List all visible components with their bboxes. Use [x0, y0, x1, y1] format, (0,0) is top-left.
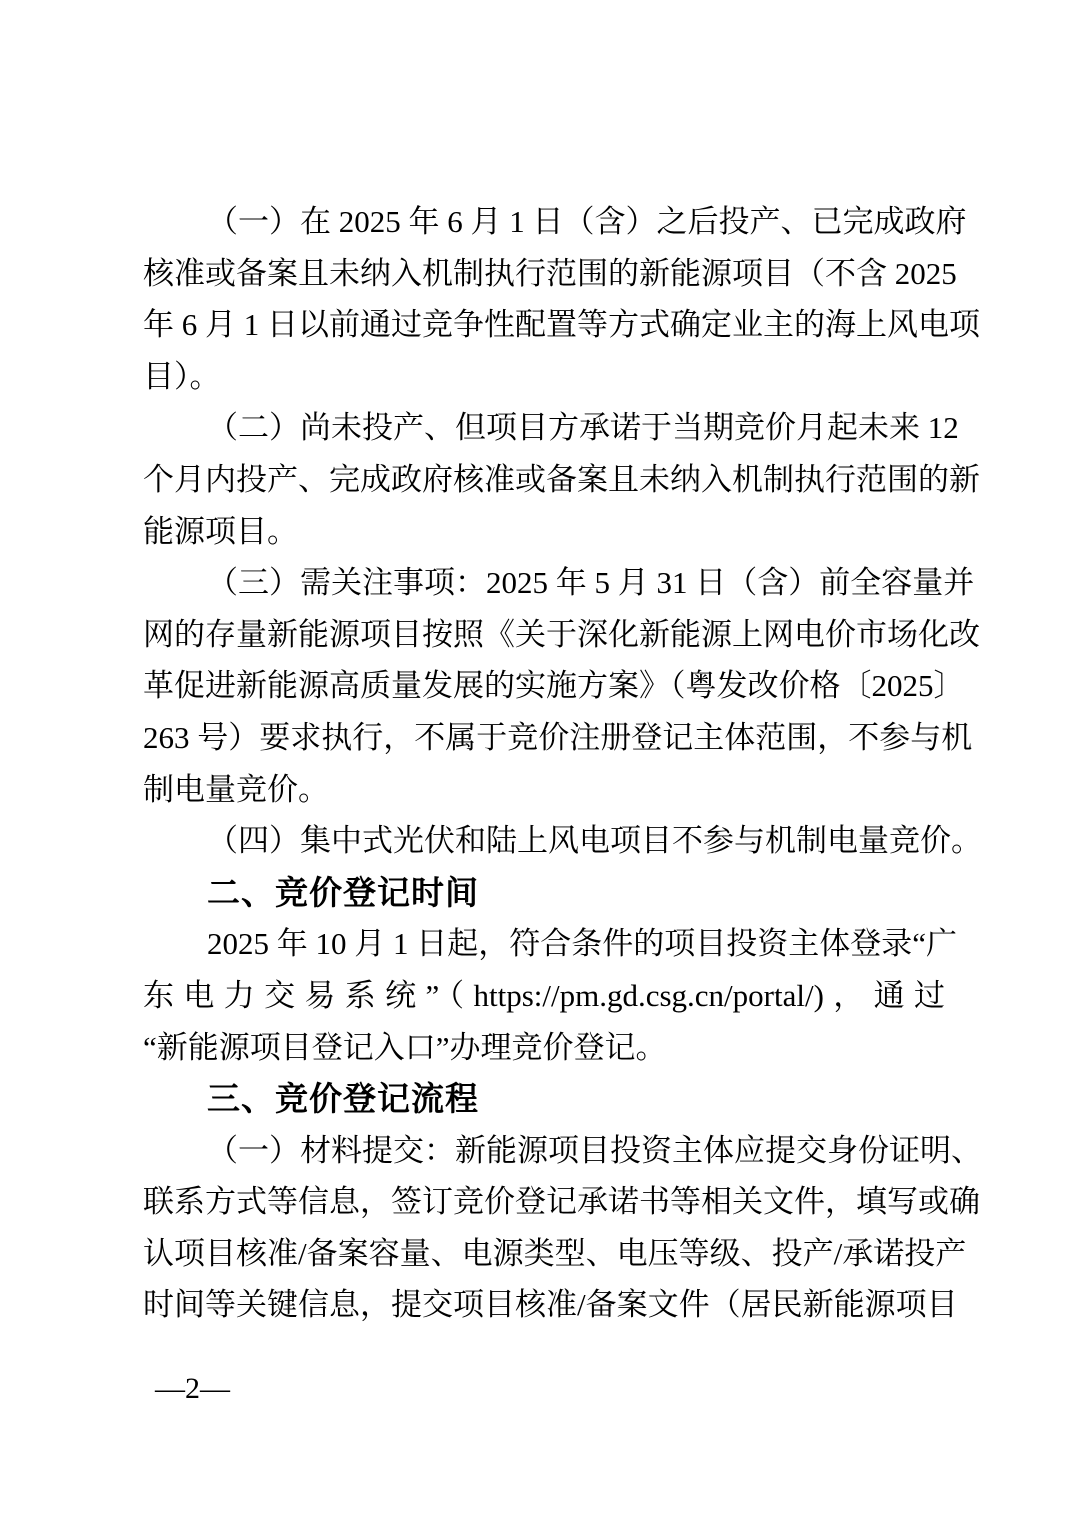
- text-line: （四）集中式光伏和陆上风电项目不参与机制电量竞价。: [207, 823, 982, 859]
- text-line: 能源项目。: [143, 513, 298, 549]
- section-heading: 二、竞价登记时间: [207, 873, 479, 911]
- text-line: （一）在 2025 年 6 月 1 日（含）之后投产、已完成政府: [207, 204, 967, 239]
- text-line: 联系方式等信息，签订竞价登记承诺书等相关文件，填写或确: [143, 1184, 980, 1220]
- text-line: （三）需关注事项：2025 年 5 月 31 日（含）前全容量并: [207, 565, 975, 601]
- text-line: 时间等关键信息，提交项目核准/备案文件（居民新能源项目: [143, 1287, 958, 1323]
- text-line: 东电力交易系统”（https://pm.gd.csg.cn/portal/)，通过: [143, 977, 945, 1013]
- text-line: “新能源项目登记入口”办理竞价登记。: [143, 1029, 667, 1065]
- document-body: [143, 196, 982, 1331]
- text-line: 年 6 月 1 日以前通过竞争性配置等方式确定业主的海上风电项: [143, 307, 980, 343]
- text-line: 网的存量新能源项目按照《关于深化新能源上网电价市场化改: [143, 616, 980, 652]
- text-line: 认项目核准/备案容量、电源类型、电压等级、投产/承诺投产: [143, 1235, 967, 1271]
- page-number: —2—: [155, 1372, 230, 1405]
- text-line: 目）。: [143, 358, 221, 394]
- text-line: 革促进新能源高质量发展的实施方案》（粤发改价格〔2025〕: [143, 668, 965, 704]
- text-line: 个月内投产、完成政府核准或备案且未纳入机制执行范围的新: [143, 461, 980, 497]
- section-heading: 三、竞价登记流程: [207, 1080, 479, 1118]
- text-line: （二）尚未投产、但项目方承诺于当期竞价月起未来 12: [207, 410, 959, 446]
- text-line: （一）材料提交：新能源项目投资主体应提交身份证明、: [207, 1132, 982, 1168]
- text-line: 制电量竞价。: [143, 771, 329, 807]
- text-line: 核准或备案且未纳入机制执行范围的新能源项目（不含 2025: [143, 255, 957, 291]
- text-line: 2025 年 10 月 1 日起，符合条件的项目投资主体登录“广: [207, 926, 958, 962]
- text-line: 263 号）要求执行，不属于竞价注册登记主体范围，不参与机: [143, 719, 973, 755]
